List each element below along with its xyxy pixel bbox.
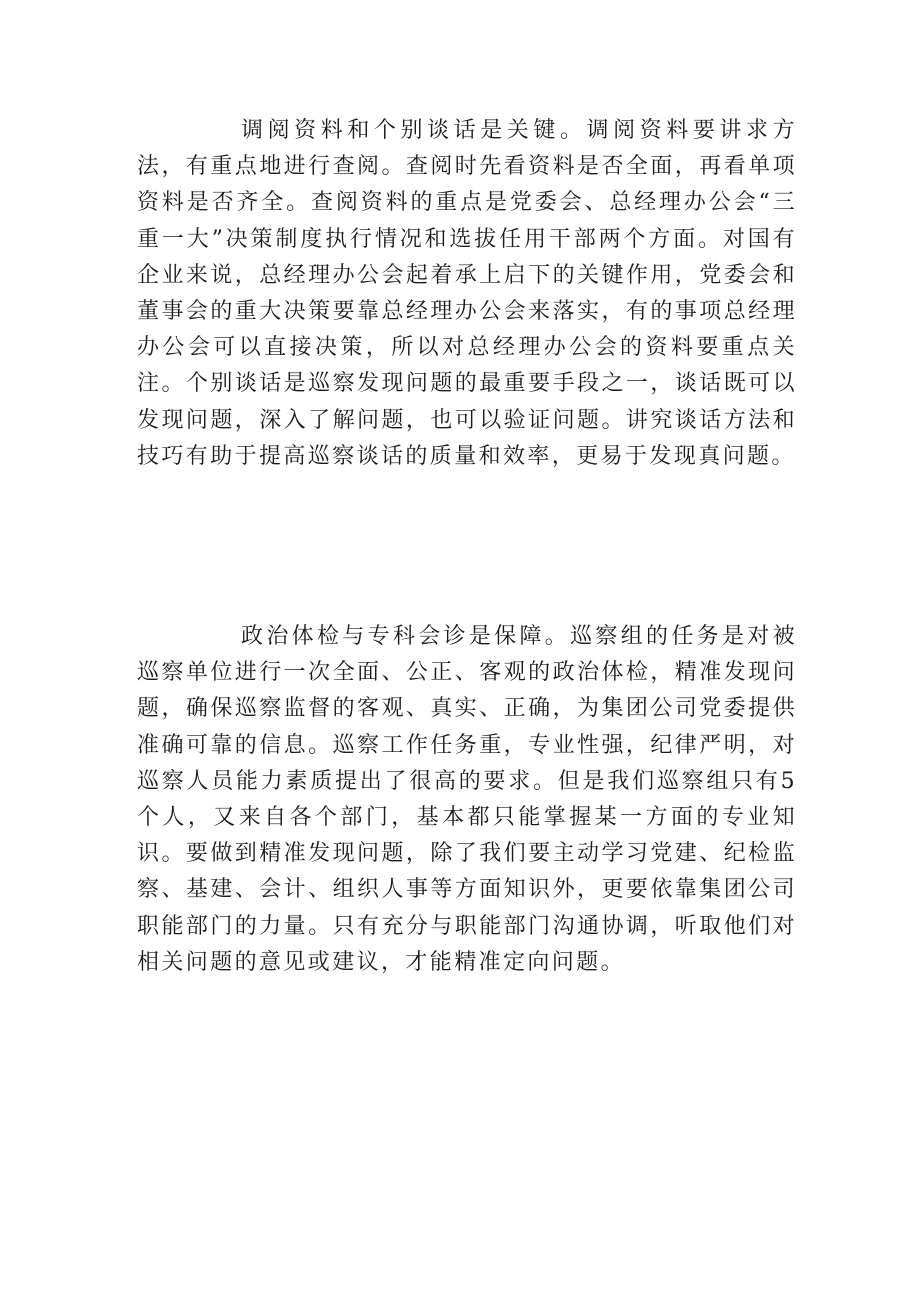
paragraph-political-checkup: 政治体检与专科会诊是保障。巡察组的任务是对被巡察单位进行一次全面、公正、客观的政治体检，精准发现问题，确保巡察监督的客观、真实、正确，为集团公司党委提供准确可靠的信息。巡察工作任务重，专业性强，纪律严明，对巡察人员能力素质提出了很高的要求。但是我们巡察组只有5个人，又来自各个部门，基本都只能掌握某一方面的专业知识。要做到精准发现问题，除了我们要主动学习党建、纪检监察、基建、会计、组织人事等方面知识外，更要依靠集团公司职能部门的力量。只有充分与职能部门沟通协调，听取他们对相关问题的意见或建议，才能精准定向问题。 bbox=[137, 624, 797, 975]
paragraph-document-review-and-interviews: 调阅资料和个别谈话是关键。调阅资料要讲求方法，有重点地进行查阅。查阅时先看资料是否全面，再看单项资料是否齐全。查阅资料的重点是党委会、总经理办公会“三重一大”决策制度执行情况和选拔任用干部两个方面。对国有企业来说，总经理办公会起着承上启下的关键作用，党委会和董事会的重大决策要靠总经理办公会来落实，有的事项总经理办公会可以直接决策，所以对总经理办公会的资料要重点关注。个别谈话是巡察发现问题的最重要手段之一，谈话既可以发现问题，深入了解问题，也可以验证问题。讲究谈话方法和技巧有助于提高巡察谈话的质量和效率，更易于发现真问题。 bbox=[137, 118, 797, 469]
